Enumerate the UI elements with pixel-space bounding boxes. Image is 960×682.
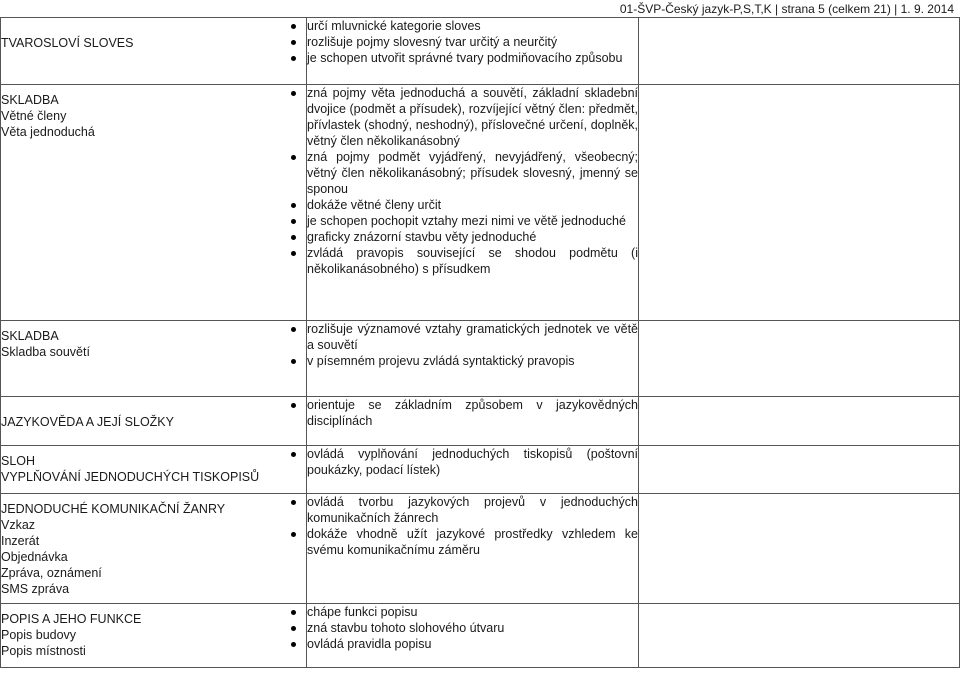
list-item: orientuje se základním způsobem v jazykovědných disciplínách	[307, 398, 638, 428]
outcomes-list	[307, 397, 638, 429]
topic-subitem: Skladba souvětí	[1, 345, 90, 359]
topic-subitem: Věta jednoduchá	[1, 125, 95, 139]
list-item: rozlišuje významové vztahy gramatických jednotek ve větě a souvětí	[307, 322, 638, 352]
empty-cell	[639, 85, 960, 321]
topic-subitem: SMS zpráva	[1, 582, 70, 596]
topic-cell	[1, 604, 307, 668]
topic-title: POPIS A JEHO FUNKCE	[1, 612, 142, 626]
list-item: graficky znázorní stavbu věty jednoduché	[307, 229, 638, 245]
table-row	[1, 397, 960, 446]
list-item: je schopen utvořit správné tvary podmiňovacího způsobu	[307, 50, 638, 66]
topic-title: SKLADBA	[1, 329, 59, 343]
curriculum-table	[0, 17, 960, 668]
topic-subitem: Objednávka	[1, 550, 68, 564]
outcomes-list	[307, 604, 638, 652]
topic-subitem: Zpráva, oznámení	[1, 566, 102, 580]
outcomes-cell	[307, 494, 639, 604]
topic-subitem: Inzerát	[1, 534, 40, 548]
list-item: chápe funkci popisu	[307, 604, 638, 620]
list-item: ovládá pravidla popisu	[307, 636, 638, 652]
outcomes-cell	[307, 321, 639, 397]
topic-cell	[1, 18, 307, 85]
topic-subitem: Vzkaz	[1, 518, 36, 532]
page-header: 01-ŠVP-Český jazyk-P,S,T,K | strana 5 (celkem 21) | 1. 9. 2014	[619, 2, 954, 16]
topic-subitem: Popis budovy	[1, 628, 77, 642]
topic-subitem: Popis místnosti	[1, 644, 86, 658]
table-row	[1, 446, 960, 494]
list-item: zná stavbu tohoto slohového útvaru	[307, 620, 638, 636]
outcomes-list	[307, 321, 638, 369]
table-row	[1, 18, 960, 85]
topic-cell	[1, 321, 307, 397]
outcomes-list	[307, 494, 638, 558]
list-item: je schopen pochopit vztahy mezi nimi ve větě jednoduché	[307, 213, 638, 229]
list-item: dokáže větné členy určit	[307, 197, 638, 213]
table-row	[1, 604, 960, 668]
outcomes-list	[307, 85, 638, 277]
outcomes-cell	[307, 604, 639, 668]
outcomes-cell	[307, 18, 639, 85]
list-item: zná pojmy věta jednoduchá a souvětí, základní skladební dvojice (podmět a přísudek), rozvíjející větný člen: předmět, přívlastek (shodný, neshodný), příslovečné určení, doplněk, větný člen několikanásobný	[307, 86, 638, 148]
outcomes-cell	[307, 85, 639, 321]
empty-cell	[639, 397, 960, 446]
outcomes-cell	[307, 397, 639, 446]
topic-cell	[1, 446, 307, 494]
list-item: ovládá vyplňování jednoduchých tiskopisů (poštovní poukázky, podací lístek)	[307, 447, 638, 477]
topic-cell	[1, 85, 307, 321]
topic-title: SLOH	[1, 454, 36, 468]
table-row	[1, 85, 960, 321]
empty-cell	[639, 494, 960, 604]
topic-title: JAZYKOVĚDA A JEJÍ SLOŽKY	[1, 415, 174, 429]
topic-title: TVAROSLOVÍ SLOVES	[1, 36, 134, 50]
empty-cell	[639, 18, 960, 85]
outcomes-cell	[307, 446, 639, 494]
topic-subitem: Větné členy	[1, 109, 67, 123]
topic-title: SKLADBA	[1, 93, 59, 107]
list-item: určí mluvnické kategorie sloves	[307, 18, 638, 34]
empty-cell	[639, 446, 960, 494]
list-item: zvládá pravopis související se shodou podmětu (i několikanásobného) s přísudkem	[307, 246, 638, 276]
empty-cell	[639, 321, 960, 397]
outcomes-list	[307, 446, 638, 478]
table-row	[1, 494, 960, 604]
list-item: zná pojmy podmět vyjádřený, nevyjádřený, všeobecný; větný člen několikanásobný; přísudek slovesný, jmenný se sponou	[307, 150, 638, 196]
list-item: ovládá tvorbu jazykových projevů v jednoduchých komunikačních žánrech	[307, 495, 638, 525]
outcomes-list	[307, 18, 638, 66]
list-item: rozlišuje pojmy slovesný tvar určitý a neurčitý	[307, 34, 638, 50]
empty-cell	[639, 604, 960, 668]
table-row	[1, 321, 960, 397]
topic-cell	[1, 494, 307, 604]
topic-title: JEDNODUCHÉ KOMUNIKAČNÍ ŽANRY	[1, 502, 226, 516]
curriculum-table-body	[1, 18, 960, 668]
topic-subitem: VYPLŇOVÁNÍ JEDNODUCHÝCH TISKOPISŮ	[1, 470, 260, 484]
topic-cell	[1, 397, 307, 446]
list-item: v písemném projevu zvládá syntaktický pravopis	[307, 353, 638, 369]
list-item: dokáže vhodně užít jazykové prostředky vzhledem ke svému komunikačnímu záměru	[307, 527, 638, 557]
